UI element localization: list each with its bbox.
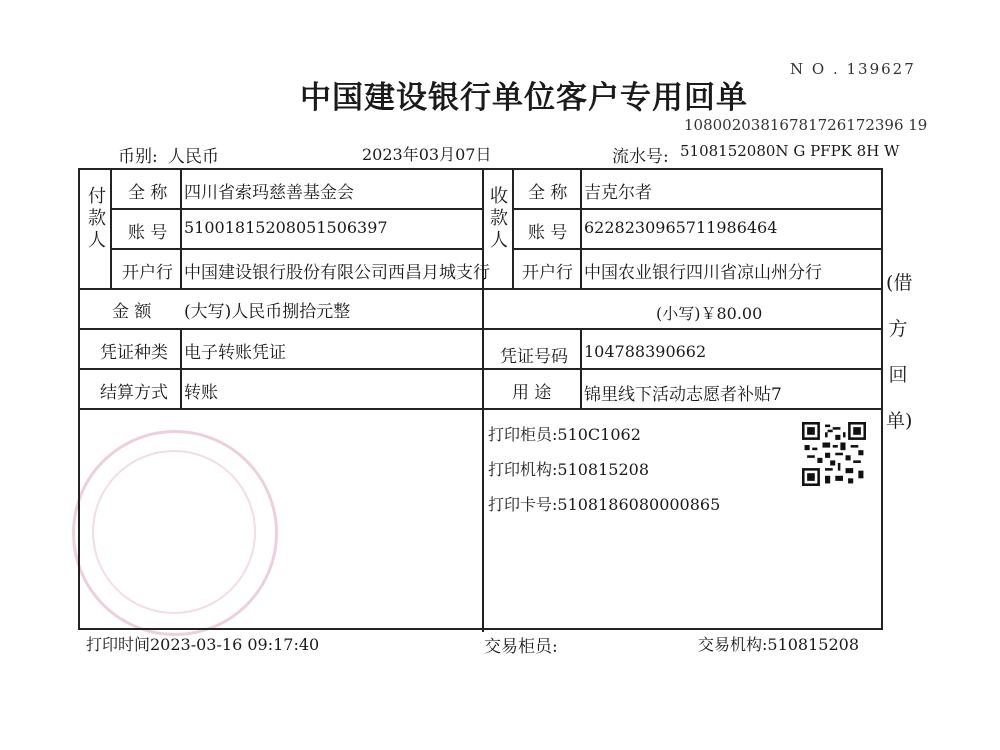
debit-receipt-note: (借方回单): [886, 272, 913, 432]
settlement-method: 转账: [184, 383, 218, 403]
receipt-number: N O . 139627: [790, 60, 916, 78]
transaction-institution: 交易机构:510815208: [698, 635, 860, 654]
payee-title: 收款人: [490, 186, 508, 251]
payee-account: 6228230965711986464: [584, 218, 778, 237]
amount-figure: (小写)￥80.00: [656, 304, 763, 323]
payer-bank-label: 开户行: [122, 263, 173, 283]
amount-label: 金 额: [112, 302, 152, 322]
payer-account: 51001815208051506397: [184, 218, 388, 237]
transaction-teller: 交易柜员:: [484, 637, 558, 657]
print-time: 打印时间2023-03-16 09:17:40: [86, 635, 320, 654]
currency-value: 人民币: [168, 147, 219, 167]
payee-account-label: 账 号: [528, 223, 568, 243]
serial-label: 流水号:: [612, 147, 669, 167]
page-title: 中国建设银行单位客户专用回单: [300, 80, 748, 116]
amount-words: (大写)人民币捌拾元整: [184, 302, 351, 322]
payee-name: 吉克尔者: [584, 183, 652, 203]
long-reference-number: 10800203816781726172396 19: [684, 116, 928, 134]
payer-title: 付款人: [88, 186, 106, 251]
purpose-label: 用 途: [512, 383, 552, 403]
voucher-number: 104788390662: [584, 342, 707, 361]
voucher-type: 电子转账凭证: [184, 343, 286, 363]
serial-value: 5108152080N G PFPK 8H W: [680, 142, 900, 160]
currency-label: 币别:: [118, 147, 158, 167]
voucher-number-label: 凭证号码: [500, 347, 568, 367]
purpose: 锦里线下活动志愿者补贴7: [584, 385, 782, 405]
payer-name: 四川省索玛慈善基金会: [184, 183, 354, 203]
voucher-type-label: 凭证种类: [100, 343, 168, 363]
payer-account-label: 账 号: [128, 223, 168, 243]
qr-code-icon: [802, 422, 866, 486]
settlement-method-label: 结算方式: [100, 383, 168, 403]
payee-bank: 中国农业银行四川省凉山州分行: [584, 263, 822, 283]
payee-name-label: 全 称: [528, 183, 568, 203]
receipt-date: 2023年03月07日: [362, 145, 492, 164]
payer-bank: 中国建设银行股份有限公司西昌月城支行: [184, 263, 490, 283]
print-teller: 打印柜员:510C1062: [488, 425, 641, 444]
print-card: 打印卡号:5108186080000865: [488, 495, 721, 514]
payer-name-label: 全 称: [128, 183, 168, 203]
payee-bank-label: 开户行: [522, 263, 573, 283]
print-institution: 打印机构:510815208: [488, 460, 650, 479]
